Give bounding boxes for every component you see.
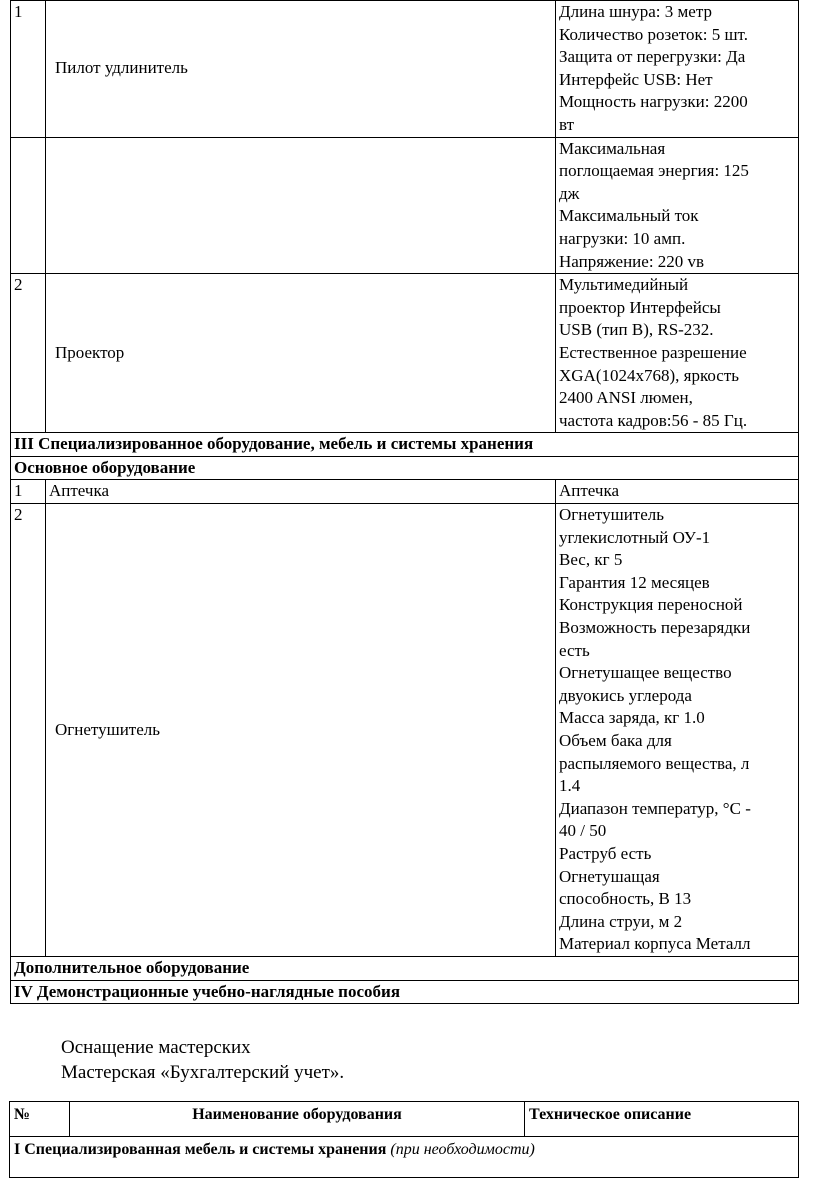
description-line: поглощаемая энергия: 125 xyxy=(559,161,749,181)
description-line: 2400 ANSI люмен, xyxy=(559,388,693,408)
description-line: нагрузки: 10 амп. xyxy=(559,228,686,248)
subsection-title: Дополнительное оборудование xyxy=(11,956,799,980)
description-line: Огнетушитель xyxy=(559,505,664,525)
item-name: Огнетушитель xyxy=(55,719,160,739)
description-line: Максимальный ток xyxy=(559,206,699,226)
item-name: Пилот удлинитель xyxy=(55,58,188,78)
description-line: Объем бака для xyxy=(559,731,672,750)
section-row xyxy=(11,456,799,480)
row-number xyxy=(11,137,46,274)
description-line: распыляемого вещества, л xyxy=(559,753,750,773)
description-line: Мультимедийный xyxy=(559,275,689,295)
equipment-table xyxy=(10,0,799,1004)
item-name: Аптечка xyxy=(49,481,110,501)
description-line: Длина шнура: 3 метр xyxy=(559,2,712,21)
section-row xyxy=(11,980,799,1004)
description-line: Количество розеток: 5 шт. xyxy=(559,24,748,44)
item-description xyxy=(556,1,799,138)
table-row xyxy=(11,137,799,274)
row-number: 2 xyxy=(11,274,46,433)
description-line: 1.4 xyxy=(559,776,581,796)
section-row xyxy=(11,956,799,980)
row-number: 2 xyxy=(11,504,46,957)
section-title: IV Демонстрационные учебно-наглядные пособия xyxy=(11,980,799,1004)
description-line: 40 / 50 xyxy=(559,821,607,841)
row-number: 1 xyxy=(11,480,46,504)
column-header-name: Наименование оборудования xyxy=(70,1102,525,1137)
description-line: Гарантия 12 месяцев xyxy=(559,572,710,592)
description-line: Диапазон температур, °C - xyxy=(559,798,751,818)
description-line: Материал корпуса Металл xyxy=(559,934,751,954)
description-line: USB (тип B), RS-232. xyxy=(559,320,714,340)
item-description xyxy=(556,504,799,957)
description-line: Раструб есть xyxy=(559,843,652,863)
description-line: XGA(1024x768), яркость xyxy=(559,365,740,385)
item-name: Проектор xyxy=(55,342,125,362)
section-note: (при необходимости) xyxy=(390,1141,535,1158)
description-line: Мощность нагрузки: 2200 xyxy=(559,92,748,112)
table-row xyxy=(11,1,799,138)
description-line: Защита от перегрузки: Да xyxy=(559,47,746,67)
description-line: Масса заряда, кг 1.0 xyxy=(559,708,705,728)
item-description xyxy=(556,274,799,433)
section-row xyxy=(10,1137,799,1178)
description-line: дж xyxy=(559,183,580,203)
section-title: I Специализированная мебель и системы хранения xyxy=(14,1141,387,1158)
row-number: 1 xyxy=(11,1,46,138)
workshop-heading: Оснащение мастерских xyxy=(61,1037,251,1058)
description-line: Возможность перезарядки xyxy=(559,618,751,638)
description-line: Напряжение: 220 vв xyxy=(559,251,705,271)
description-line: углекислотный ОУ-1 xyxy=(559,527,711,547)
description-line: Вес, кг 5 xyxy=(559,550,623,570)
section-title: III Специализированное оборудование, мебель и системы хранения xyxy=(11,433,799,457)
description-line: способность, В 13 xyxy=(559,889,692,909)
description-line: двуокись углерода xyxy=(559,685,692,705)
column-header-description: Техническое описание xyxy=(525,1102,799,1137)
table-row xyxy=(11,504,799,957)
table-row xyxy=(11,274,799,433)
description-line: Аптечка xyxy=(559,481,620,501)
subsection-title: Основное оборудование xyxy=(11,456,799,480)
description-line: проектор Интерфейсы xyxy=(559,297,721,317)
workshop-equipment-table xyxy=(9,1101,799,1178)
section-row xyxy=(11,433,799,457)
description-line: Огнетушащее вещество xyxy=(559,663,732,683)
description-line: Огнетушащая xyxy=(559,866,660,886)
description-line: Максимальная xyxy=(559,138,666,158)
description-line: частота кадров:56 - 85 Гц. xyxy=(559,410,748,430)
column-header-number: № xyxy=(10,1102,70,1137)
description-line: Конструкция переносной xyxy=(559,595,743,615)
description-line: есть xyxy=(559,640,590,660)
item-description xyxy=(556,137,799,274)
table-header-row xyxy=(10,1102,799,1137)
description-line: Естественное разрешение xyxy=(559,342,747,362)
workshop-name: Мастерская «Бухгалтерский учет». xyxy=(61,1062,345,1083)
description-line: вт xyxy=(559,114,575,134)
description-line: Интерфейс USB: Нет xyxy=(559,69,713,89)
description-line: Длина струи, м 2 xyxy=(559,911,683,931)
item-description xyxy=(556,480,799,504)
table-row xyxy=(11,480,799,504)
